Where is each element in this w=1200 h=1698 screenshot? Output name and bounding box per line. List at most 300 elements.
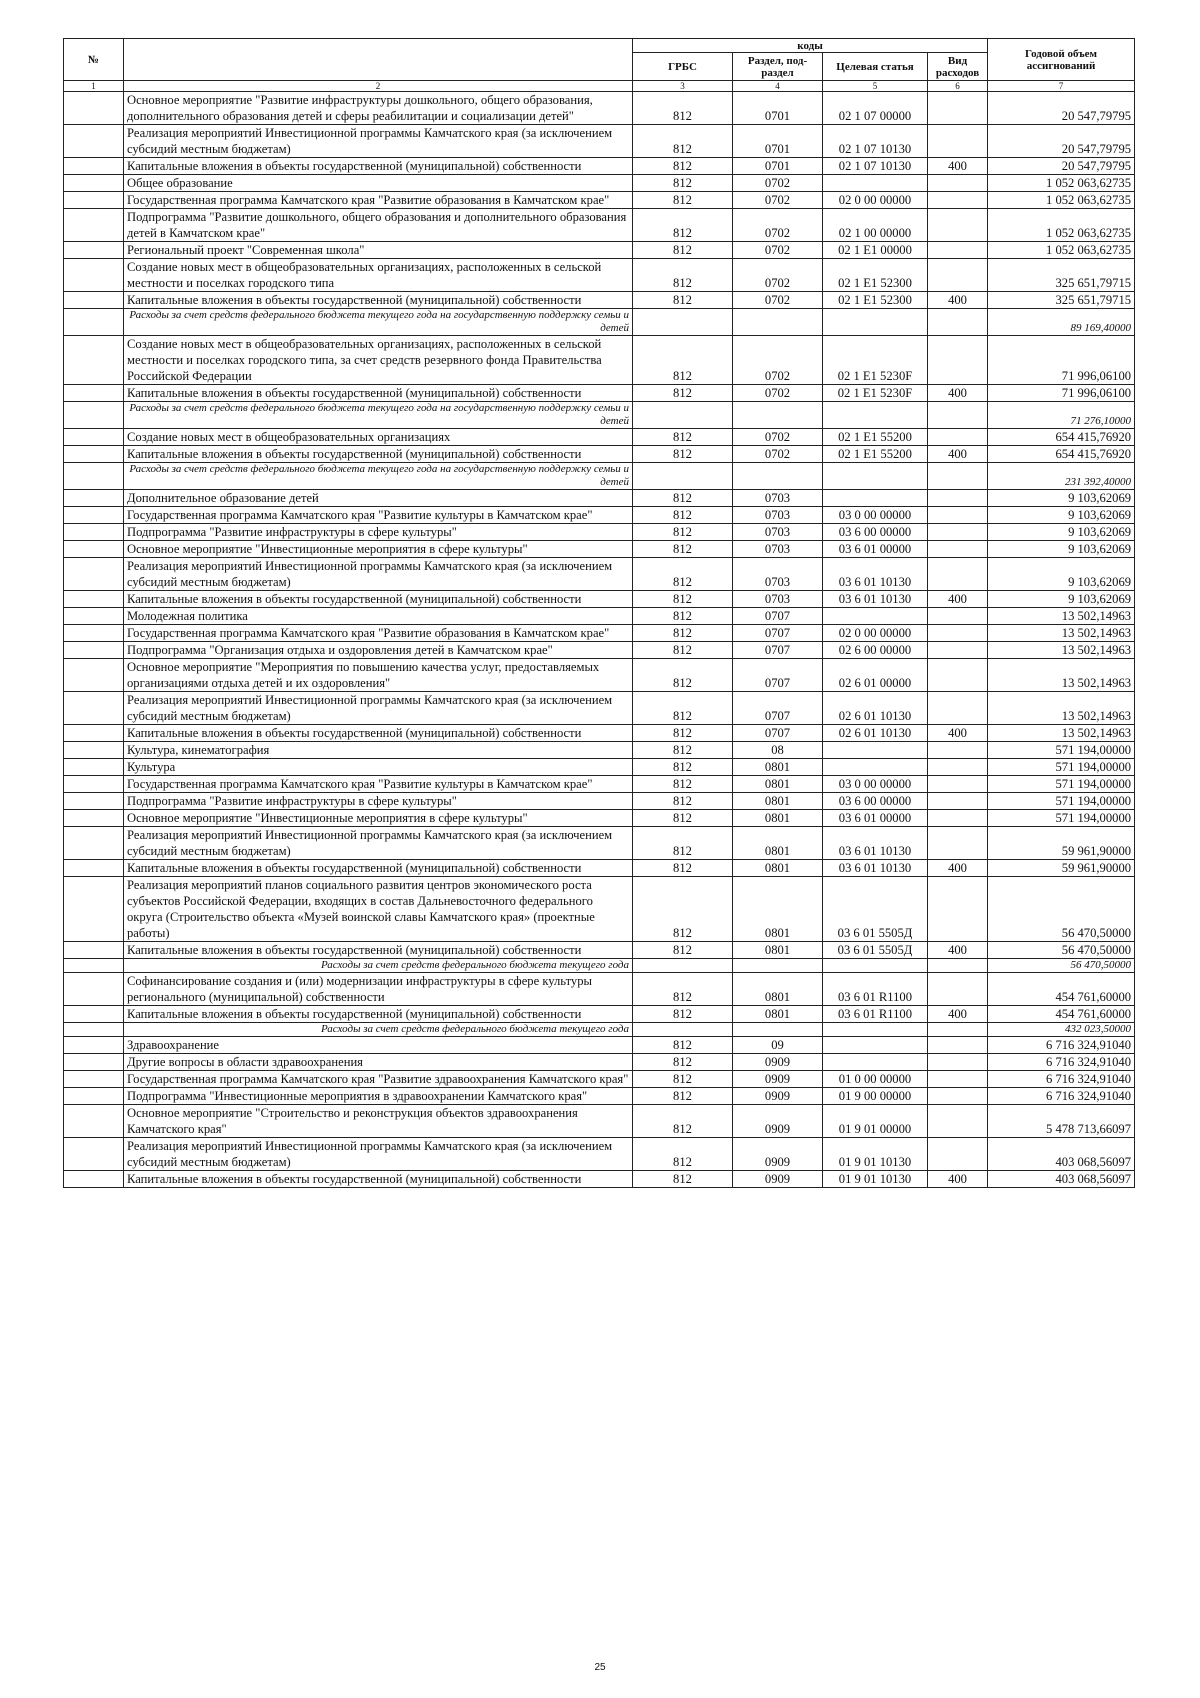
item-name: Расходы за счет средств федерального бюджета текущего года на государственную поддержку семьи и детей	[124, 463, 633, 490]
section-code: 0702	[733, 446, 823, 463]
item-name: Основное мероприятие "Мероприятия по повышению качества услуг, предоставляемых организациями отдыха детей и их оздоровления"	[124, 659, 633, 692]
row-number-cell	[64, 793, 124, 810]
grbs-code: 812	[633, 742, 733, 759]
note-row	[64, 1023, 1135, 1037]
section-code	[733, 402, 823, 429]
table-row	[64, 385, 1135, 402]
item-name: Дополнительное образование детей	[124, 490, 633, 507]
col-number: 5	[823, 81, 928, 92]
col-number: 4	[733, 81, 823, 92]
amount: 9 103,62069	[988, 558, 1135, 591]
expense-type	[928, 92, 988, 125]
item-name: Капитальные вложения в объекты государственной (муниципальной) собственности	[124, 1171, 633, 1188]
item-name: Расходы за счет средств федерального бюджета текущего года	[124, 959, 633, 973]
grbs-code: 812	[633, 608, 733, 625]
expense-type	[928, 877, 988, 942]
grbs-code: 812	[633, 192, 733, 209]
item-name: Капитальные вложения в объекты государственной (муниципальной) собственности	[124, 591, 633, 608]
grbs-code: 812	[633, 1037, 733, 1054]
target-article: 02 0 00 00000	[823, 625, 928, 642]
section-code: 0801	[733, 793, 823, 810]
grbs-code: 812	[633, 507, 733, 524]
target-article: 02 1 07 10130	[823, 125, 928, 158]
target-article: 01 0 00 00000	[823, 1071, 928, 1088]
grbs-code: 812	[633, 810, 733, 827]
section-code: 0707	[733, 659, 823, 692]
expense-type	[928, 642, 988, 659]
grbs-code: 812	[633, 209, 733, 242]
budget-table-container	[63, 38, 1134, 1188]
expense-type	[928, 242, 988, 259]
grbs-code: 812	[633, 385, 733, 402]
row-number-cell	[64, 292, 124, 309]
section-code: 0801	[733, 827, 823, 860]
section-code: 0702	[733, 336, 823, 385]
section-code: 0703	[733, 541, 823, 558]
expense-type	[928, 558, 988, 591]
table-row	[64, 1105, 1135, 1138]
target-article: 01 9 00 00000	[823, 1088, 928, 1105]
amount: 59 961,90000	[988, 860, 1135, 877]
note-row	[64, 402, 1135, 429]
target-article	[823, 175, 928, 192]
item-name: Реализация мероприятий Инвестиционной программы Камчатского края (за исключением субсидий местным бюджетам)	[124, 1138, 633, 1171]
section-code: 0702	[733, 192, 823, 209]
grbs-code: 812	[633, 1105, 733, 1138]
grbs-code	[633, 1023, 733, 1037]
row-number-cell	[64, 1023, 124, 1037]
amount: 71 996,06100	[988, 336, 1135, 385]
col-number: 7	[988, 81, 1135, 92]
section-code: 0701	[733, 158, 823, 175]
target-article	[823, 1037, 928, 1054]
grbs-code: 812	[633, 942, 733, 959]
row-number-cell	[64, 959, 124, 973]
expense-type	[928, 659, 988, 692]
table-row	[64, 877, 1135, 942]
row-number-cell	[64, 860, 124, 877]
target-article: 02 1 00 00000	[823, 209, 928, 242]
expense-type	[928, 1071, 988, 1088]
row-number-cell	[64, 524, 124, 541]
item-name: Общее образование	[124, 175, 633, 192]
row-number-cell	[64, 759, 124, 776]
section-code: 08	[733, 742, 823, 759]
header-target: Целевая статья	[823, 53, 928, 81]
grbs-code: 812	[633, 591, 733, 608]
row-number-cell	[64, 742, 124, 759]
item-name: Расходы за счет средств федерального бюджета текущего года на государственную поддержку семьи и детей	[124, 309, 633, 336]
section-code: 0801	[733, 776, 823, 793]
section-code: 0703	[733, 591, 823, 608]
expense-type	[928, 793, 988, 810]
target-article: 02 1 E1 00000	[823, 242, 928, 259]
table-row	[64, 490, 1135, 507]
item-name: Подпрограмма "Развитие дошкольного, общего образования и дополнительного образования детей в Камчатском крае"	[124, 209, 633, 242]
section-code: 0702	[733, 242, 823, 259]
grbs-code: 812	[633, 175, 733, 192]
row-number-cell	[64, 175, 124, 192]
item-name: Капитальные вложения в объекты государственной (муниципальной) собственности	[124, 446, 633, 463]
target-article: 01 9 01 00000	[823, 1105, 928, 1138]
item-name: Капитальные вложения в объекты государственной (муниципальной) собственности	[124, 860, 633, 877]
table-row	[64, 175, 1135, 192]
budget-table	[63, 38, 1135, 1188]
section-code: 0703	[733, 524, 823, 541]
header-grbs: ГРБС	[633, 53, 733, 81]
row-number-cell	[64, 336, 124, 385]
grbs-code: 812	[633, 158, 733, 175]
section-code: 0707	[733, 625, 823, 642]
grbs-code: 812	[633, 725, 733, 742]
grbs-code	[633, 402, 733, 429]
expense-type	[928, 776, 988, 793]
amount: 1 052 063,62735	[988, 192, 1135, 209]
amount: 59 961,90000	[988, 827, 1135, 860]
target-article: 02 6 01 10130	[823, 692, 928, 725]
table-row	[64, 742, 1135, 759]
expense-type	[928, 810, 988, 827]
item-name: Подпрограмма "Инвестиционные мероприятия в здравоохранении Камчатского края"	[124, 1088, 633, 1105]
col-number: 1	[64, 81, 124, 92]
row-number-cell	[64, 446, 124, 463]
table-row	[64, 1171, 1135, 1188]
table-row	[64, 1006, 1135, 1023]
amount: 571 194,00000	[988, 776, 1135, 793]
expense-type	[928, 742, 988, 759]
target-article: 03 6 01 00000	[823, 541, 928, 558]
header-num: №	[64, 39, 124, 81]
amount: 403 068,56097	[988, 1138, 1135, 1171]
item-name: Подпрограмма "Развитие инфраструктуры в сфере культуры"	[124, 524, 633, 541]
target-article: 03 0 00 00000	[823, 507, 928, 524]
grbs-code	[633, 959, 733, 973]
item-name: Реализация мероприятий Инвестиционной программы Камчатского края (за исключением субсидий местным бюджетам)	[124, 125, 633, 158]
expense-type	[928, 692, 988, 725]
table-header	[64, 39, 1135, 92]
item-name: Капитальные вложения в объекты государственной (муниципальной) собственности	[124, 292, 633, 309]
expense-type	[928, 402, 988, 429]
target-article	[823, 742, 928, 759]
grbs-code: 812	[633, 776, 733, 793]
item-name: Расходы за счет средств федерального бюджета текущего года на государственную поддержку семьи и детей	[124, 402, 633, 429]
note-row	[64, 309, 1135, 336]
table-row	[64, 1071, 1135, 1088]
amount: 432 023,50000	[988, 1023, 1135, 1037]
target-article: 03 6 01 10130	[823, 827, 928, 860]
header-exp-type: Вид расходов	[928, 53, 988, 81]
expense-type: 400	[928, 292, 988, 309]
expense-type: 400	[928, 725, 988, 742]
section-code: 0703	[733, 507, 823, 524]
item-name: Подпрограмма "Развитие инфраструктуры в сфере культуры"	[124, 793, 633, 810]
grbs-code: 812	[633, 877, 733, 942]
amount: 403 068,56097	[988, 1171, 1135, 1188]
item-name: Реализация мероприятий планов социального развития центров экономического роста субъектов Российской Федерации, входящих в состав Дальневосточного федерального округа (Строительство объекта «Музей воинской славы Камчатского края» (проектные работы)	[124, 877, 633, 942]
expense-type	[928, 827, 988, 860]
item-name: Создание новых мест в общеобразовательных организациях, расположенных в сельской местности и поселках городского типа, за счет средств резервного фонда Правительства Российской Федерации	[124, 336, 633, 385]
target-article: 02 6 01 10130	[823, 725, 928, 742]
table-row	[64, 1088, 1135, 1105]
row-number-cell	[64, 725, 124, 742]
table-row	[64, 242, 1135, 259]
row-number-cell	[64, 1054, 124, 1071]
item-name: Капитальные вложения в объекты государственной (муниципальной) собственности	[124, 385, 633, 402]
amount: 231 392,40000	[988, 463, 1135, 490]
grbs-code: 812	[633, 793, 733, 810]
grbs-code: 812	[633, 1054, 733, 1071]
target-article: 03 6 01 5505Д	[823, 877, 928, 942]
table-row	[64, 973, 1135, 1006]
section-code: 0702	[733, 292, 823, 309]
row-number-cell	[64, 1071, 124, 1088]
target-article: 03 6 01 R1100	[823, 1006, 928, 1023]
section-code: 0707	[733, 642, 823, 659]
item-name: Культура	[124, 759, 633, 776]
table-row	[64, 558, 1135, 591]
grbs-code: 812	[633, 490, 733, 507]
expense-type	[928, 175, 988, 192]
section-code: 0801	[733, 877, 823, 942]
item-name: Капитальные вложения в объекты государственной (муниципальной) собственности	[124, 1006, 633, 1023]
section-code: 0909	[733, 1054, 823, 1071]
target-article: 03 6 01 R1100	[823, 973, 928, 1006]
target-article	[823, 402, 928, 429]
grbs-code: 812	[633, 759, 733, 776]
amount: 654 415,76920	[988, 446, 1135, 463]
table-row	[64, 591, 1135, 608]
section-code: 0702	[733, 429, 823, 446]
target-article: 02 1 E1 5230F	[823, 336, 928, 385]
target-article: 03 6 00 00000	[823, 793, 928, 810]
note-row	[64, 463, 1135, 490]
table-row	[64, 625, 1135, 642]
grbs-code: 812	[633, 558, 733, 591]
amount: 6 716 324,91040	[988, 1071, 1135, 1088]
row-number-cell	[64, 642, 124, 659]
item-name: Основное мероприятие "Развитие инфраструктуры дошкольного, общего образования, дополнительного образования детей и сферы реабилитации и социализации детей"	[124, 92, 633, 125]
row-number-cell	[64, 158, 124, 175]
row-number-cell	[64, 385, 124, 402]
expense-type: 400	[928, 1006, 988, 1023]
table-row	[64, 1138, 1135, 1171]
table-row	[64, 192, 1135, 209]
expense-type	[928, 507, 988, 524]
grbs-code: 812	[633, 242, 733, 259]
expense-type	[928, 1023, 988, 1037]
expense-type: 400	[928, 385, 988, 402]
amount: 20 547,79795	[988, 158, 1135, 175]
amount: 20 547,79795	[988, 92, 1135, 125]
grbs-code: 812	[633, 541, 733, 558]
item-name: Капитальные вложения в объекты государственной (муниципальной) собственности	[124, 158, 633, 175]
section-code: 0909	[733, 1088, 823, 1105]
item-name: Государственная программа Камчатского края "Развитие культуры в Камчатском крае"	[124, 507, 633, 524]
target-article: 02 1 07 00000	[823, 92, 928, 125]
item-name: Культура, кинематография	[124, 742, 633, 759]
amount: 6 716 324,91040	[988, 1054, 1135, 1071]
item-name: Основное мероприятие "Инвестиционные мероприятия в сфере культуры"	[124, 810, 633, 827]
item-name: Реализация мероприятий Инвестиционной программы Камчатского края (за исключением субсидий местным бюджетам)	[124, 558, 633, 591]
row-number-cell	[64, 1171, 124, 1188]
item-name: Государственная программа Камчатского края "Развитие культуры в Камчатском крае"	[124, 776, 633, 793]
table-row	[64, 759, 1135, 776]
header-codes: коды	[633, 39, 988, 53]
target-article: 03 6 00 00000	[823, 524, 928, 541]
amount: 325 651,79715	[988, 259, 1135, 292]
item-name: Реализация мероприятий Инвестиционной программы Камчатского края (за исключением субсидий местным бюджетам)	[124, 827, 633, 860]
item-name: Региональный проект "Современная школа"	[124, 242, 633, 259]
grbs-code	[633, 463, 733, 490]
note-row	[64, 959, 1135, 973]
amount: 13 502,14963	[988, 608, 1135, 625]
grbs-code: 812	[633, 336, 733, 385]
row-number-cell	[64, 1105, 124, 1138]
expense-type: 400	[928, 158, 988, 175]
expense-type	[928, 463, 988, 490]
amount: 9 103,62069	[988, 507, 1135, 524]
target-article	[823, 608, 928, 625]
table-row	[64, 507, 1135, 524]
expense-type	[928, 524, 988, 541]
table-row	[64, 776, 1135, 793]
target-article: 02 6 00 00000	[823, 642, 928, 659]
target-article: 02 1 E1 52300	[823, 259, 928, 292]
row-number-cell	[64, 209, 124, 242]
table-row	[64, 429, 1135, 446]
section-code: 0707	[733, 725, 823, 742]
row-number-cell	[64, 1138, 124, 1171]
row-number-cell	[64, 877, 124, 942]
expense-type	[928, 1138, 988, 1171]
amount: 20 547,79795	[988, 125, 1135, 158]
row-number-cell	[64, 309, 124, 336]
amount: 571 194,00000	[988, 810, 1135, 827]
row-number-cell	[64, 973, 124, 1006]
amount: 1 052 063,62735	[988, 242, 1135, 259]
table-row	[64, 1054, 1135, 1071]
item-name: Софинансирование создания и (или) модернизации инфраструктуры в сфере культуры регионального (муниципальной) собственности	[124, 973, 633, 1006]
section-code: 0909	[733, 1105, 823, 1138]
target-article	[823, 490, 928, 507]
item-name: Государственная программа Камчатского края "Развитие здравоохранения Камчатского края"	[124, 1071, 633, 1088]
col-number: 6	[928, 81, 988, 92]
amount: 454 761,60000	[988, 973, 1135, 1006]
grbs-code: 812	[633, 1171, 733, 1188]
item-name: Здравоохранение	[124, 1037, 633, 1054]
target-article	[823, 309, 928, 336]
expense-type: 400	[928, 942, 988, 959]
section-code: 0702	[733, 209, 823, 242]
grbs-code: 812	[633, 625, 733, 642]
row-number-cell	[64, 429, 124, 446]
amount: 13 502,14963	[988, 625, 1135, 642]
amount: 56 470,50000	[988, 877, 1135, 942]
amount: 9 103,62069	[988, 541, 1135, 558]
grbs-code: 812	[633, 259, 733, 292]
table-row	[64, 541, 1135, 558]
row-number-cell	[64, 625, 124, 642]
amount: 9 103,62069	[988, 591, 1135, 608]
grbs-code: 812	[633, 1088, 733, 1105]
row-number-cell	[64, 242, 124, 259]
table-row	[64, 125, 1135, 158]
item-name: Создание новых мест в общеобразовательных организациях, расположенных в сельской местности и поселках городского типа	[124, 259, 633, 292]
grbs-code: 812	[633, 429, 733, 446]
item-name: Создание новых мест в общеобразовательных организациях	[124, 429, 633, 446]
amount: 13 502,14963	[988, 725, 1135, 742]
row-number-cell	[64, 463, 124, 490]
item-name: Государственная программа Камчатского края "Развитие образования в Камчатском крае"	[124, 192, 633, 209]
grbs-code: 812	[633, 446, 733, 463]
row-number-cell	[64, 776, 124, 793]
target-article: 03 6 01 5505Д	[823, 942, 928, 959]
expense-type	[928, 959, 988, 973]
grbs-code: 812	[633, 1138, 733, 1171]
target-article: 02 0 00 00000	[823, 192, 928, 209]
amount: 325 651,79715	[988, 292, 1135, 309]
section-code	[733, 463, 823, 490]
table-row	[64, 1037, 1135, 1054]
item-name: Реализация мероприятий Инвестиционной программы Камчатского края (за исключением субсидий местным бюджетам)	[124, 692, 633, 725]
amount: 56 470,50000	[988, 942, 1135, 959]
row-number-cell	[64, 692, 124, 725]
amount: 89 169,40000	[988, 309, 1135, 336]
section-code: 0701	[733, 92, 823, 125]
target-article	[823, 1054, 928, 1071]
target-article: 02 1 E1 55200	[823, 446, 928, 463]
section-code: 0707	[733, 608, 823, 625]
item-name: Подпрограмма "Организация отдыха и оздоровления детей в Камчатском крае"	[124, 642, 633, 659]
table-row	[64, 860, 1135, 877]
row-number-cell	[64, 1037, 124, 1054]
amount: 6 716 324,91040	[988, 1088, 1135, 1105]
grbs-code: 812	[633, 860, 733, 877]
amount: 654 415,76920	[988, 429, 1135, 446]
section-code: 0909	[733, 1071, 823, 1088]
amount: 13 502,14963	[988, 642, 1135, 659]
table-row	[64, 942, 1135, 959]
header-annual: Годовой объем ассигнований	[988, 39, 1135, 81]
item-name: Молодежная политика	[124, 608, 633, 625]
amount: 6 716 324,91040	[988, 1037, 1135, 1054]
table-row	[64, 524, 1135, 541]
section-code: 0801	[733, 759, 823, 776]
row-number-cell	[64, 125, 124, 158]
table-row	[64, 336, 1135, 385]
expense-type: 400	[928, 860, 988, 877]
target-article	[823, 759, 928, 776]
section-code: 0703	[733, 490, 823, 507]
target-article: 03 6 01 10130	[823, 591, 928, 608]
item-name: Капитальные вложения в объекты государственной (муниципальной) собственности	[124, 725, 633, 742]
expense-type	[928, 1054, 988, 1071]
expense-type	[928, 541, 988, 558]
grbs-code: 812	[633, 642, 733, 659]
expense-type: 400	[928, 1171, 988, 1188]
row-number-cell	[64, 591, 124, 608]
amount: 9 103,62069	[988, 490, 1135, 507]
section-code	[733, 959, 823, 973]
expense-type	[928, 973, 988, 1006]
table-row	[64, 793, 1135, 810]
grbs-code: 812	[633, 1006, 733, 1023]
row-number-cell	[64, 659, 124, 692]
section-code: 0801	[733, 942, 823, 959]
row-number-cell	[64, 942, 124, 959]
amount: 1 052 063,62735	[988, 175, 1135, 192]
row-number-cell	[64, 507, 124, 524]
